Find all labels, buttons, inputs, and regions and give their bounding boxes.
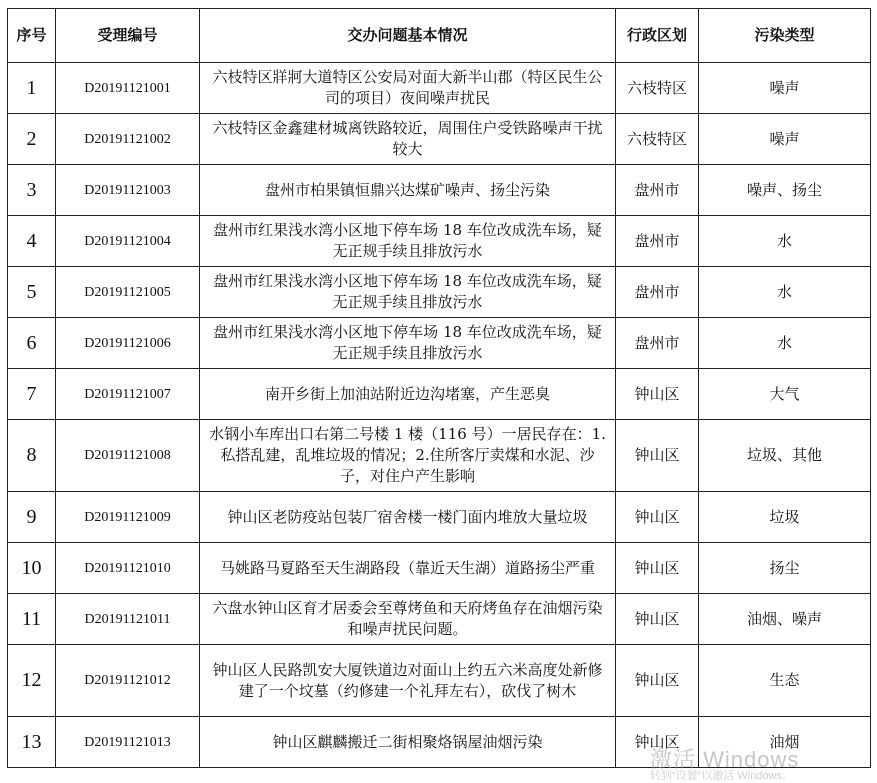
row-region: 钟山区	[616, 645, 699, 717]
row-region: 钟山区	[616, 543, 699, 594]
table-row	[8, 369, 871, 420]
row-index: 11	[8, 594, 56, 645]
row-type: 水	[699, 216, 871, 267]
row-desc: 马姚路马夏路至天生湖路段（靠近天生湖）道路扬尘严重	[200, 543, 616, 594]
row-type: 噪声	[699, 114, 871, 165]
activation-watermark-subtitle: 转到“设置”以激活 Windows。	[650, 770, 794, 782]
row-code: D20191121004	[56, 216, 200, 267]
row-desc: 盘州市红果浅水湾小区地下停车场 18 车位改成洗车场，疑无正规手续且排放污水	[200, 216, 616, 267]
row-code: D20191121002	[56, 114, 200, 165]
row-index: 2	[8, 114, 56, 165]
row-index: 10	[8, 543, 56, 594]
table-row	[8, 594, 871, 645]
row-code: D20191121013	[56, 717, 200, 768]
row-desc: 钟山区人民路凯安大厦铁道边对面山上约五六米高度处新修建了一个坟墓（约修建一个礼拜左右），砍伐了树木	[200, 645, 616, 717]
table-row	[8, 267, 871, 318]
row-type: 大气	[699, 369, 871, 420]
row-code: D20191121003	[56, 165, 200, 216]
row-code: D20191121008	[56, 420, 200, 492]
row-index: 12	[8, 645, 56, 717]
row-type: 水	[699, 267, 871, 318]
row-region: 六枝特区	[616, 114, 699, 165]
row-region: 钟山区	[616, 420, 699, 492]
row-type: 油烟	[699, 717, 871, 768]
header-type: 污染类型	[699, 9, 871, 63]
row-index: 4	[8, 216, 56, 267]
activation-watermark-title: 激活 Windows	[650, 747, 800, 772]
row-region: 盘州市	[616, 216, 699, 267]
row-code: D20191121012	[56, 645, 200, 717]
row-code: D20191121009	[56, 492, 200, 543]
row-index: 13	[8, 717, 56, 768]
row-type: 水	[699, 318, 871, 369]
row-desc: 水钢小车库出口右第二号楼 1 楼（116 号）一居民存在：1.私搭乱建，乱堆垃圾的情况；2.住所客厅卖煤和水泥、沙子，对住户产生影响	[200, 420, 616, 492]
row-desc: 盘州市红果浅水湾小区地下停车场 18 车位改成洗车场，疑无正规手续且排放污水	[200, 318, 616, 369]
row-region: 钟山区	[616, 717, 699, 768]
table-row	[8, 318, 871, 369]
row-region: 盘州市	[616, 318, 699, 369]
row-code: D20191121010	[56, 543, 200, 594]
table-row	[8, 492, 871, 543]
row-index: 7	[8, 369, 56, 420]
row-index: 3	[8, 165, 56, 216]
row-code: D20191121006	[56, 318, 200, 369]
row-region: 钟山区	[616, 492, 699, 543]
row-type: 油烟、噪声	[699, 594, 871, 645]
row-desc: 六盘水钟山区育才居委会至尊烤鱼和天府烤鱼存在油烟污染和噪声扰民问题。	[200, 594, 616, 645]
row-region: 盘州市	[616, 267, 699, 318]
row-type: 噪声	[699, 63, 871, 114]
row-type: 噪声、扬尘	[699, 165, 871, 216]
table-row	[8, 645, 871, 717]
row-region: 盘州市	[616, 165, 699, 216]
row-code: D20191121005	[56, 267, 200, 318]
row-type: 扬尘	[699, 543, 871, 594]
row-region: 六枝特区	[616, 63, 699, 114]
row-type: 垃圾	[699, 492, 871, 543]
header-row	[8, 9, 871, 63]
row-desc: 南开乡街上加油站附近边沟堵塞，产生恶臭	[200, 369, 616, 420]
table-row	[8, 114, 871, 165]
row-desc: 六枝特区牂牁大道特区公安局对面大新半山郡（特区民生公司的项目）夜间噪声扰民	[200, 63, 616, 114]
row-region: 钟山区	[616, 594, 699, 645]
row-code: D20191121007	[56, 369, 200, 420]
row-index: 5	[8, 267, 56, 318]
row-index: 1	[8, 63, 56, 114]
row-index: 9	[8, 492, 56, 543]
complaints-table	[7, 8, 871, 768]
row-desc: 钟山区麒麟搬迁二街相聚烙锅屋油烟污染	[200, 717, 616, 768]
row-desc: 盘州市红果浅水湾小区地下停车场 18 车位改成洗车场，疑无正规手续且排放污水	[200, 267, 616, 318]
table-row	[8, 420, 871, 492]
table-row	[8, 543, 871, 594]
row-desc: 盘州市柏果镇恒鼎兴达煤矿噪声、扬尘污染	[200, 165, 616, 216]
header-desc: 交办问题基本情况	[200, 9, 616, 63]
row-type: 生态	[699, 645, 871, 717]
table-row	[8, 63, 871, 114]
header-region: 行政区划	[616, 9, 699, 63]
row-region: 钟山区	[616, 369, 699, 420]
row-code: D20191121001	[56, 63, 200, 114]
header-index: 序号	[8, 9, 56, 63]
table-row	[8, 165, 871, 216]
row-index: 6	[8, 318, 56, 369]
header-code: 受理编号	[56, 9, 200, 63]
row-desc: 六枝特区金鑫建材城离铁路较近，周围住户受铁路噪声干扰较大	[200, 114, 616, 165]
row-code: D20191121011	[56, 594, 200, 645]
row-type: 垃圾、其他	[699, 420, 871, 492]
table-row	[8, 216, 871, 267]
row-index: 8	[8, 420, 56, 492]
row-desc: 钟山区老防疫站包装厂宿舍楼一楼门面内堆放大量垃圾	[200, 492, 616, 543]
